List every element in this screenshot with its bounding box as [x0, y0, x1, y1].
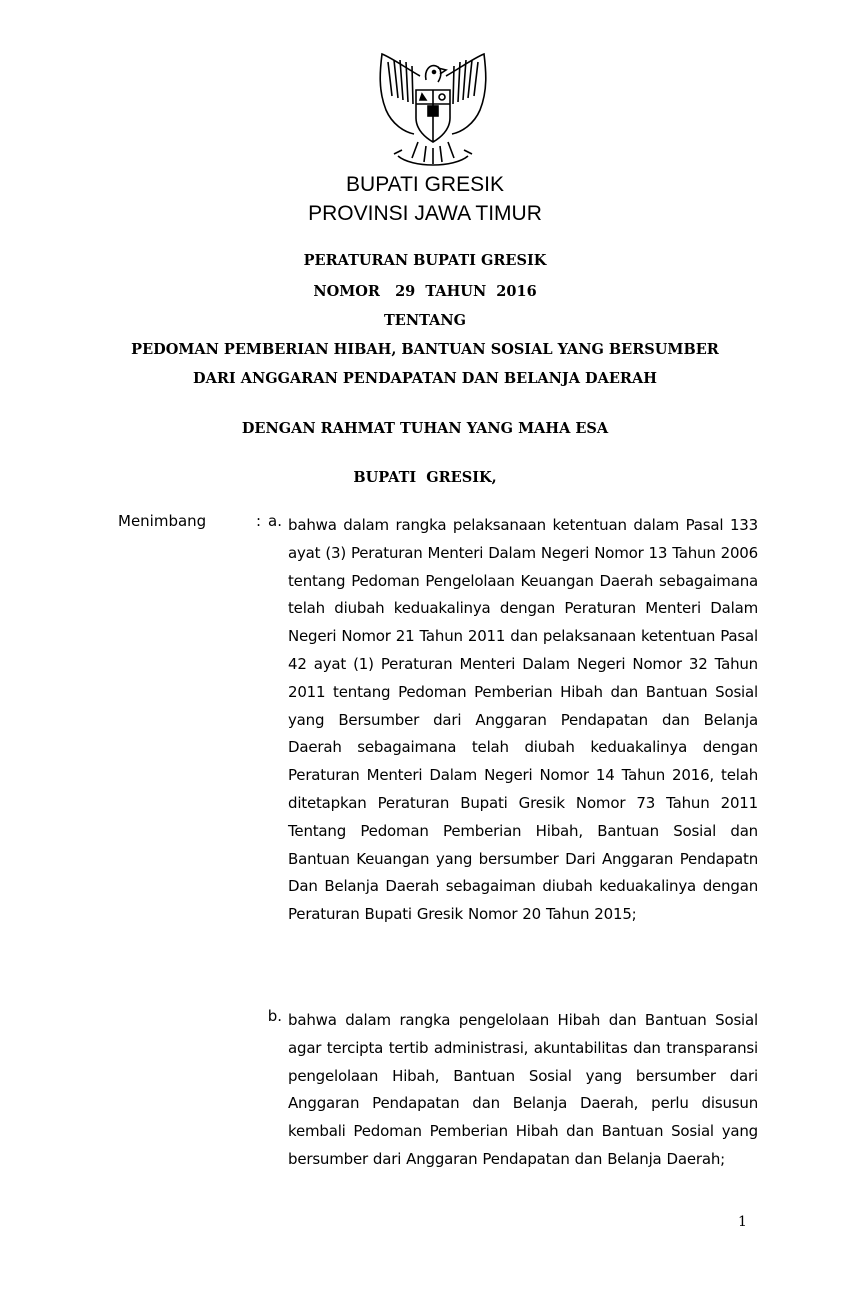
issuer-signature-heading: BUPATI GRESIK,	[353, 469, 497, 486]
considering-label: Menimbang	[118, 512, 207, 530]
page-number: 1	[738, 1214, 747, 1230]
item-letter: a.	[268, 512, 282, 530]
regulation-number: NOMOR 29 TAHUN 2016	[313, 283, 537, 300]
blessing-line: DENGAN RAHMAT TUHAN YANG MAHA ESA	[241, 420, 609, 437]
regulation-subject-line2: DARI ANGGARAN PENDAPATAN DAN BELANJA DAERAH	[193, 370, 657, 387]
item-text: bahwa dalam rangka pelaksanaan ketentuan dalam Pasal 133 ayat (3) Peraturan Menteri Dalam Negeri Nomor 13 Tahun 2006 tentang Pedoman Pengelolaan Keuangan Daerah sebagaimana telah diubah keduakalinya dengan Peraturan Menteri Dalam Negeri Nomor 21 Tahun 2011 dan pelaksanaan ketentuan Pasal 42 ayat (1) Peraturan Menteri Dalam Negeri Nomor 32 Tahun 2011 tentang Pedoman Pemberian Hibah dan Bantuan Sosial yang Bersumber dari Anggaran Pendapatan dan Belanja Daerah sebagaimana telah diubah keduakalinya dengan Peraturan Menteri Dalam Negeri Nomor 14 Tahun 2016, telah ditetapkan Peraturan Bupati Gresik Nomor 73 Tahun 2011 Tentang Pedoman Pemberian Hibah, Bantuan Sosial dan Bantuan Keuangan yang bersumber Dari Anggaran Pendapatn Dan Belanja Daerah sebagaiman diubah keduakalinya dengan Peraturan Bupati Gresik Nomor 20 Tahun 2015;	[288, 516, 758, 924]
garuda-emblem-icon	[368, 46, 498, 176]
regulation-subject-line1: PEDOMAN PEMBERIAN HIBAH, BANTUAN SOSIAL YANG BERSUMBER	[131, 341, 719, 358]
regulation-about: TENTANG	[384, 312, 466, 329]
regulation-name: PERATURAN BUPATI GRESIK	[303, 252, 547, 269]
item-text: bahwa dalam rangka pengelolaan Hibah dan Bantuan Sosial agar tercipta tertib administrasi, akuntabilitas dan transparansi pengelolaan Hibah, Bantuan Sosial yang bersumber dari Anggaran Pendapatan dan Belanja Daerah, perlu disusun kembali Pedoman Pemberian Hibah dan Bantuan Sosial yang bersumber dari Anggaran Pendapatan dan Belanja Daerah;	[288, 1011, 758, 1168]
province-title: PROVINSI JAWA TIMUR	[308, 202, 542, 225]
item-letter: b.	[267, 1007, 282, 1025]
considering-colon: :	[256, 512, 262, 530]
issuer-title: BUPATI GRESIK	[346, 173, 504, 196]
